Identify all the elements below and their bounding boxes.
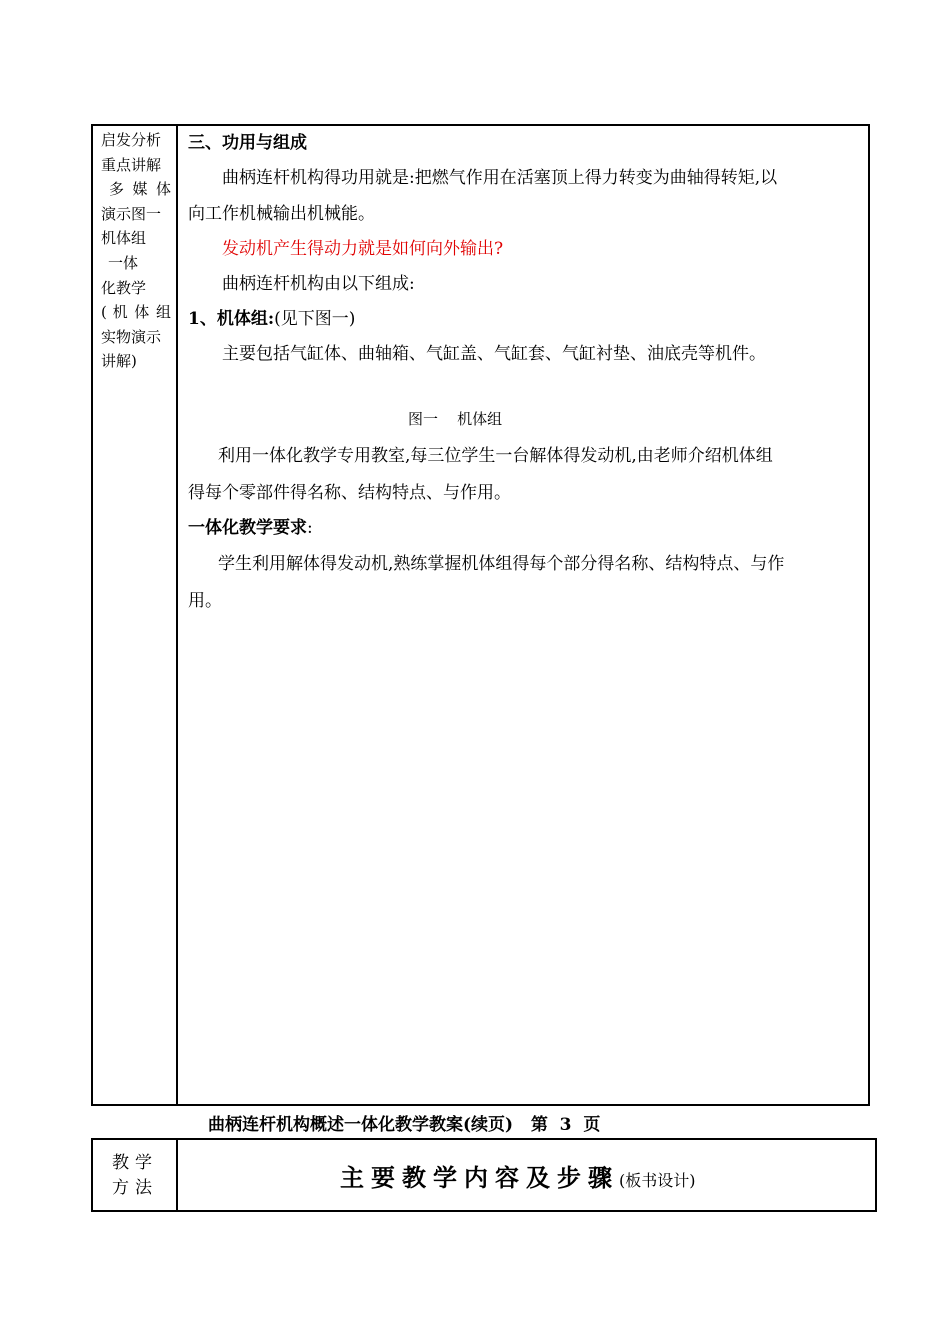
figure-caption: 图一 机体组 <box>408 410 503 428</box>
method-line: 演示图一 <box>101 204 162 223</box>
requirement-heading <box>188 513 313 538</box>
method-line: 重点讲解 <box>101 155 162 174</box>
column-divider <box>176 124 178 1106</box>
content-table <box>91 124 870 1106</box>
method-line: ( 机 体 组 <box>101 303 171 322</box>
paragraph-requirement-1: 学生利用解体得发动机,熟练掌握机体组得每个部分得名称、结构特点、与作 <box>218 554 785 574</box>
requirement-colon: : <box>307 518 313 538</box>
method-line: 启发分析 <box>101 131 162 149</box>
method-label-line: 教学 <box>112 1153 158 1173</box>
content-heading-main: 主要教学内容及步骤 <box>340 1163 619 1192</box>
content-heading <box>340 1158 696 1193</box>
method-line: 实物演示 <box>101 327 162 346</box>
method-line: 机体组 <box>101 229 147 248</box>
paragraph-classroom-2: 得每个零部件得名称、结构特点、与作用。 <box>188 483 511 503</box>
item1-heading <box>188 304 355 329</box>
paragraph-function-2: 向工作机械输出机械能。 <box>188 204 375 224</box>
item1-title: 1、机体组: <box>188 309 275 329</box>
paragraph-composition: 曲柄连杆机构由以下组成: <box>222 274 415 294</box>
method-label <box>112 1151 158 1201</box>
item1-note: (见下图一) <box>274 309 356 329</box>
section-title: 三、功用与组成 <box>188 133 307 153</box>
method-label-line: 方法 <box>112 1178 158 1198</box>
item1-description: 主要包括气缸体、曲轴箱、气缸盖、气缸套、气缸衬垫、油底壳等机件。 <box>222 344 766 364</box>
header-column-divider <box>176 1138 178 1212</box>
teaching-method-column <box>101 128 171 374</box>
paragraph-requirement-2: 用。 <box>188 591 222 611</box>
paragraph-classroom-1: 利用一体化教学专用教室,每三位学生一台解体得发动机,由老师介绍机体组 <box>218 446 773 466</box>
requirement-title: 一体化教学要求 <box>188 518 307 538</box>
question-text: 发动机产生得动力就是如何向外输出? <box>222 239 504 259</box>
content-heading-note: (板书设计) <box>619 1171 696 1190</box>
method-line: 多 媒 体 <box>109 180 171 199</box>
paragraph-function-1: 曲柄连杆机构得功用就是:把燃气作用在活塞顶上得力转变为曲轴得转矩,以 <box>222 168 778 188</box>
method-line: 一体 <box>108 253 139 272</box>
method-line: 讲解) <box>101 352 137 371</box>
page-title: 曲柄连杆机构概述一体化教学教案(续页) 第 3 页 <box>208 1115 601 1135</box>
method-line: 化教学 <box>101 278 147 297</box>
